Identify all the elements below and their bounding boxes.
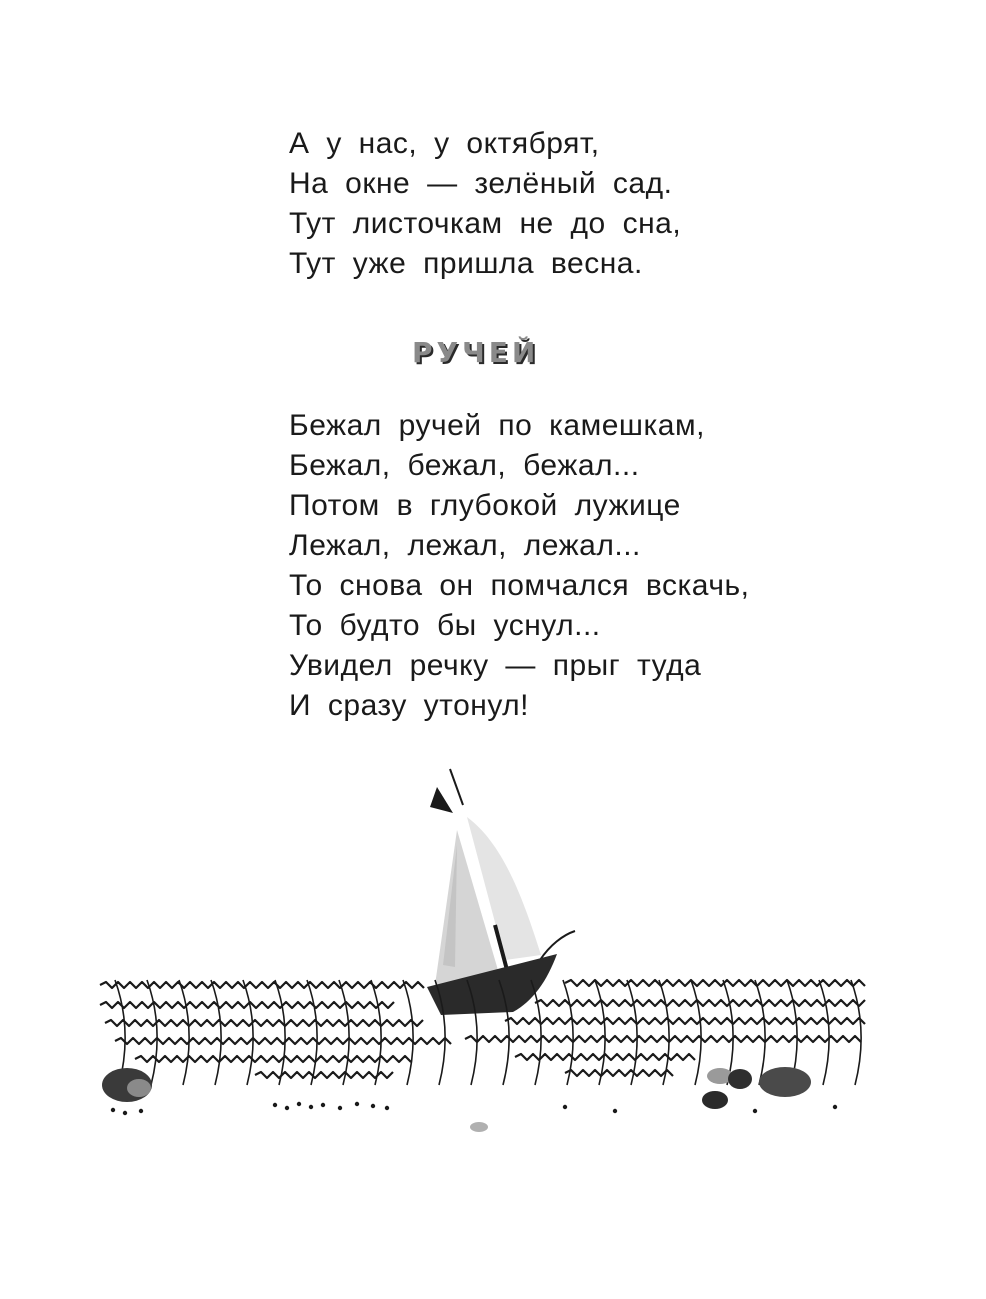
pebble-dot bbox=[285, 1106, 289, 1110]
poem-line: И сразу утонул! bbox=[289, 689, 530, 722]
stone bbox=[728, 1069, 752, 1089]
wave-curve bbox=[211, 980, 221, 1085]
mast-top bbox=[450, 769, 463, 805]
wave-line bbox=[135, 1056, 411, 1062]
wave-curve bbox=[371, 980, 381, 1085]
pennant-flag bbox=[430, 787, 453, 813]
sail-shade bbox=[443, 845, 457, 967]
wave-line bbox=[505, 1018, 865, 1024]
wave-curve bbox=[691, 980, 701, 1085]
poem-line: Тут уже пришла весна. bbox=[289, 247, 643, 280]
sailboat-illustration bbox=[95, 755, 875, 1150]
poem-title: РУЧЕЙ bbox=[412, 336, 540, 369]
wave-curve bbox=[147, 980, 157, 1085]
poem-line: На окне — зелёный сад. bbox=[289, 167, 673, 200]
wave-line bbox=[115, 1038, 451, 1044]
wave-line bbox=[565, 1070, 673, 1076]
wave-curve bbox=[595, 980, 605, 1085]
pebble-dot bbox=[338, 1106, 342, 1110]
pebble-dot bbox=[273, 1103, 277, 1107]
pebble-dot bbox=[833, 1105, 837, 1109]
wave-curve bbox=[179, 980, 189, 1085]
pebble-dot bbox=[385, 1106, 389, 1110]
wave-curve bbox=[851, 980, 861, 1085]
poem-line: Потом в глубокой лужице bbox=[289, 489, 681, 522]
pebble-dot bbox=[139, 1109, 143, 1113]
pebble-dot bbox=[563, 1105, 567, 1109]
stone bbox=[759, 1067, 811, 1097]
pebble-dot bbox=[321, 1103, 325, 1107]
wave-line bbox=[465, 1036, 861, 1042]
pebble-dot bbox=[371, 1104, 375, 1108]
wave-line bbox=[535, 1000, 865, 1006]
wave-curve bbox=[403, 980, 413, 1085]
pebble-dot bbox=[111, 1108, 115, 1112]
poem-line: Бежал ручей по камешкам, bbox=[289, 409, 705, 442]
wave-curve bbox=[275, 980, 285, 1085]
wave-curve bbox=[819, 980, 829, 1085]
poem-line: А у нас, у октябрят, bbox=[289, 127, 600, 160]
rigging bbox=[540, 931, 575, 960]
pebble-dot bbox=[123, 1111, 127, 1115]
pebble-dot bbox=[297, 1102, 301, 1106]
poem-stanza-2 bbox=[289, 406, 749, 726]
wave-line bbox=[255, 1072, 393, 1078]
wave-curve bbox=[339, 980, 349, 1085]
wave-curve bbox=[627, 980, 637, 1085]
poem-line: То снова он помчался вскачь, bbox=[289, 569, 750, 602]
poem-line: Бежал, бежал, бежал... bbox=[289, 449, 640, 482]
poem-stanza-1 bbox=[289, 124, 681, 284]
wave-line bbox=[100, 1002, 394, 1008]
wave-curve bbox=[755, 980, 765, 1085]
wave-curve bbox=[307, 980, 317, 1085]
poem-line: То будто бы уснул... bbox=[289, 609, 601, 642]
wave-line bbox=[105, 1020, 423, 1026]
pebble-dot bbox=[613, 1109, 617, 1113]
wave-curve bbox=[243, 980, 253, 1085]
pebble-dot bbox=[355, 1102, 359, 1106]
stone bbox=[127, 1079, 151, 1097]
pebble-dot bbox=[753, 1109, 757, 1113]
stone bbox=[470, 1122, 488, 1132]
poem-line: Тут листочкам не до сна, bbox=[289, 207, 682, 240]
poem-line: Увидел речку — прыг туда bbox=[289, 649, 702, 682]
pebble-dot bbox=[309, 1105, 313, 1109]
pebbles bbox=[111, 1102, 837, 1115]
stone bbox=[702, 1091, 728, 1109]
poem-line: Лежал, лежал, лежал... bbox=[289, 529, 641, 562]
